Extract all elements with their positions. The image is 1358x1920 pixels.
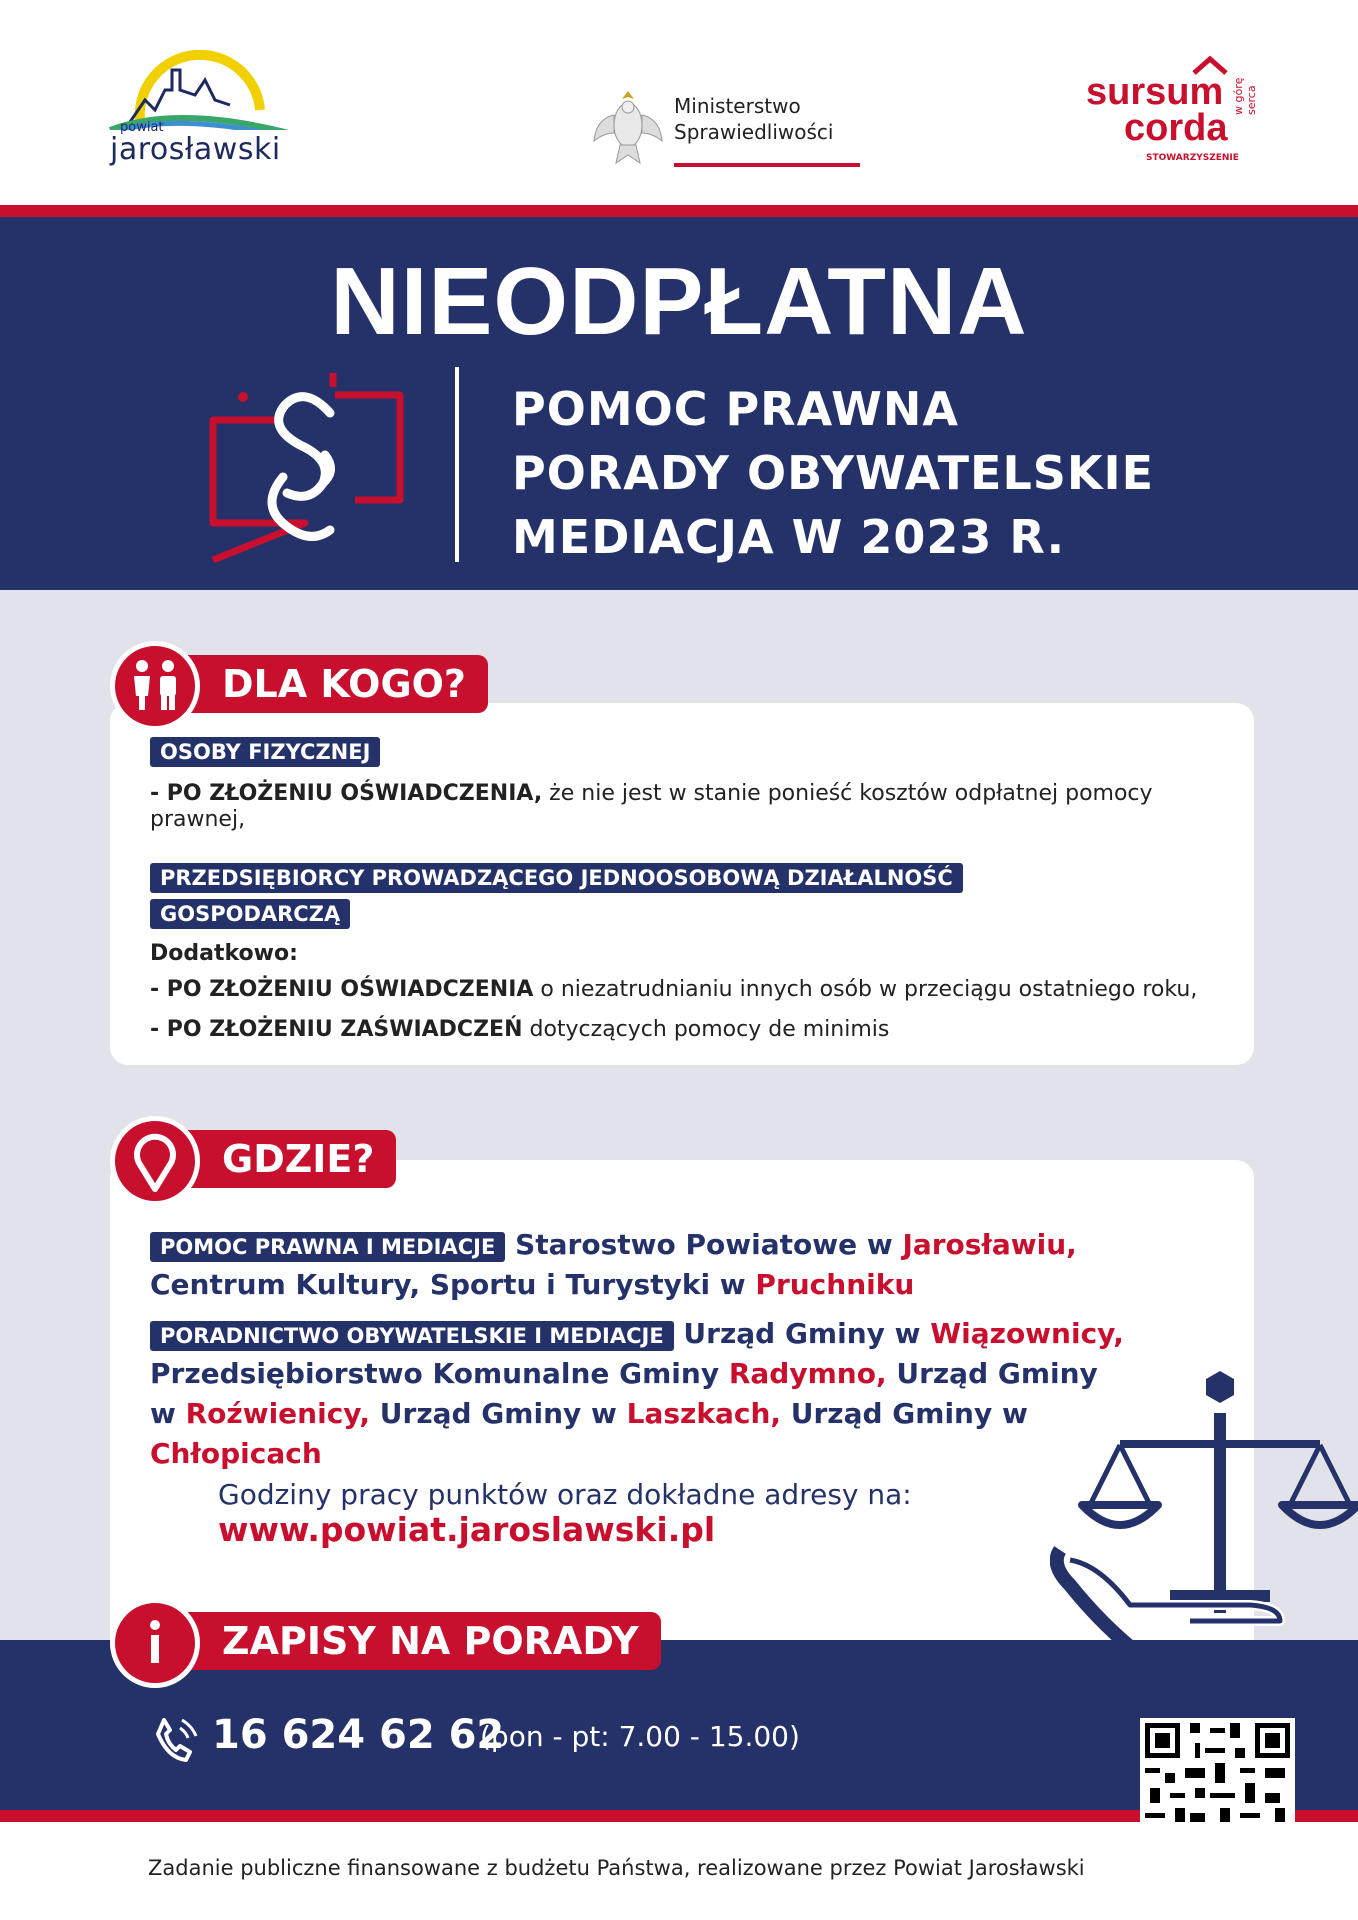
civic-loc-c1-town: Roźwienicy, (185, 1397, 371, 1430)
phone-hours: (pon - pt: 7.00 - 15.00) (480, 1720, 800, 1753)
w-gore-serca-text: w górę serca (1232, 77, 1258, 115)
hero-divider (455, 367, 459, 562)
sursum-corda-logo (1080, 55, 1280, 175)
ministry-line2: Sprawiedliwości (674, 120, 834, 144)
tag-natural-person: OSOBY FIZYCZNEJ (150, 737, 380, 767)
tag-civic-advice: PORADNICTWO OBYWATELSKIE I MEDIACJE (150, 1321, 674, 1351)
people-icon (115, 646, 195, 726)
ministry-name (674, 93, 833, 145)
ministry-underline (674, 163, 860, 167)
phone-icon (150, 1714, 200, 1764)
civic-loc-a: Urząd Gminy w (673, 1317, 931, 1350)
scale-hand-icon (1050, 1365, 1358, 1725)
logo-small-text: powiat (120, 120, 164, 135)
where-heading: GDZIE? (188, 1130, 396, 1188)
powiat-jaroslawski-logo (100, 50, 340, 180)
phone-number[interactable]: 16 624 62 62 (212, 1712, 505, 1758)
hero-title: NIEODPŁATNA (330, 248, 1028, 355)
sursum-text: sursum (1086, 71, 1224, 113)
civic-advice-locations (150, 1314, 1190, 1474)
civic-loc-c3: Urząd Gminy w (781, 1397, 1028, 1430)
top-red-line (0, 205, 1358, 217)
location-pin-icon (115, 1121, 195, 1201)
signup-header (110, 1612, 639, 1678)
entrepreneur-condition2 (150, 1017, 1240, 1043)
hero-line-legal-aid: POMOC PRAWNA (512, 382, 959, 436)
hero-services (512, 377, 1154, 569)
logo-strip (0, 0, 1358, 205)
legal-loc-b: Centrum Kultury, Sportu i Turystyki w (150, 1268, 756, 1301)
hours-info-text: Godziny pracy punktów oraz dokładne adresy na: (218, 1478, 912, 1511)
legal-loc-a-town: Jarosławiu, (902, 1228, 1077, 1261)
info-icon-circle (110, 1598, 200, 1688)
paragraph-icon (205, 365, 405, 570)
website-link[interactable]: www.powiat.jaroslawski.pl (218, 1510, 716, 1549)
stowarzyszenie-text: STOWARZYSZENIE (1146, 153, 1239, 163)
legal-loc-a: Starostwo Powiatowe w (505, 1228, 903, 1261)
hero-banner (0, 217, 1358, 590)
signup-heading: ZAPISY NA PORADY (188, 1612, 661, 1670)
civic-loc-b: Przedsiębiorstwo Komunalne Gminy (150, 1357, 729, 1390)
condition3-text: dotyczących pomocy de minimis (522, 1017, 890, 1042)
tag-legal-aid: POMOC PRAWNA I MEDIACJE (150, 1232, 505, 1262)
legal-aid-locations (150, 1225, 1150, 1305)
footer (0, 1822, 1358, 1920)
civic-loc-c2: Urząd Gminy w (370, 1397, 627, 1430)
civic-loc-b-town: Radymno, (728, 1357, 887, 1390)
people-icon-circle (110, 641, 200, 731)
location-icon-circle (110, 1116, 200, 1206)
condition2-bold: - PO ZŁOŻENIU OŚWIADCZENIA (150, 977, 534, 1002)
entrepreneur-condition1 (150, 977, 1240, 1003)
where-header (110, 1130, 430, 1196)
condition1-text: że nie jest w stanie ponieść kosztów odpłatnej pomocy (542, 781, 1153, 806)
skyline-icon (100, 50, 340, 130)
legal-loc-b-town: Pruchniku (755, 1268, 915, 1301)
civic-loc-c3-town: Chłopicach (150, 1437, 322, 1470)
tag-entrepreneur-line1: PRZEDSIĘBIORCY PROWADZĄCEGO JEDNOOSOBOWĄ DZIAŁALNOŚĆ (150, 863, 963, 893)
condition3-bold: - PO ZŁOŻENIU ZAŚWIADCZEŃ (150, 1017, 523, 1042)
condition1-bold: - PO ZŁOŻENIU OŚWIADCZENIA, (150, 781, 543, 806)
ministry-logo (590, 85, 860, 175)
for-whom-header (110, 655, 530, 721)
hero-line-civic-advice: PORADY OBYWATELSKIE (512, 446, 1155, 500)
hero-line-mediation: MEDIACJA W 2023 R. (512, 510, 1066, 564)
civic-loc-c1: w (150, 1397, 186, 1430)
corda-text: corda (1124, 107, 1228, 149)
logo-big-text: jarosławski (110, 132, 281, 167)
for-whom-heading: DLA KOGO? (188, 655, 488, 713)
condition2-text: o niezatrudnianiu innych osób w przeciągu ostatniego roku, (533, 977, 1198, 1002)
eagle-emblem-icon (590, 85, 666, 169)
additionally-label: Dodatkowo: (150, 941, 298, 966)
ministry-line1: Ministerstwo (674, 94, 801, 118)
civic-loc-a-town: Wiązownicy, (930, 1317, 1124, 1350)
for-whom-card (110, 703, 1254, 1065)
civic-loc-b2: Urząd Gminy (886, 1357, 1098, 1390)
tag-entrepreneur-line2: GOSPODARCZĄ (150, 899, 350, 929)
natural-person-condition (150, 781, 1230, 833)
condition1-text-cont: prawnej, (150, 807, 246, 832)
funding-note: Zadanie publiczne finansowane z budżetu Państwa, realizowane przez Powiat Jarosławski (148, 1856, 1085, 1880)
info-icon (115, 1603, 195, 1683)
civic-loc-c2-town: Laszkach, (626, 1397, 782, 1430)
